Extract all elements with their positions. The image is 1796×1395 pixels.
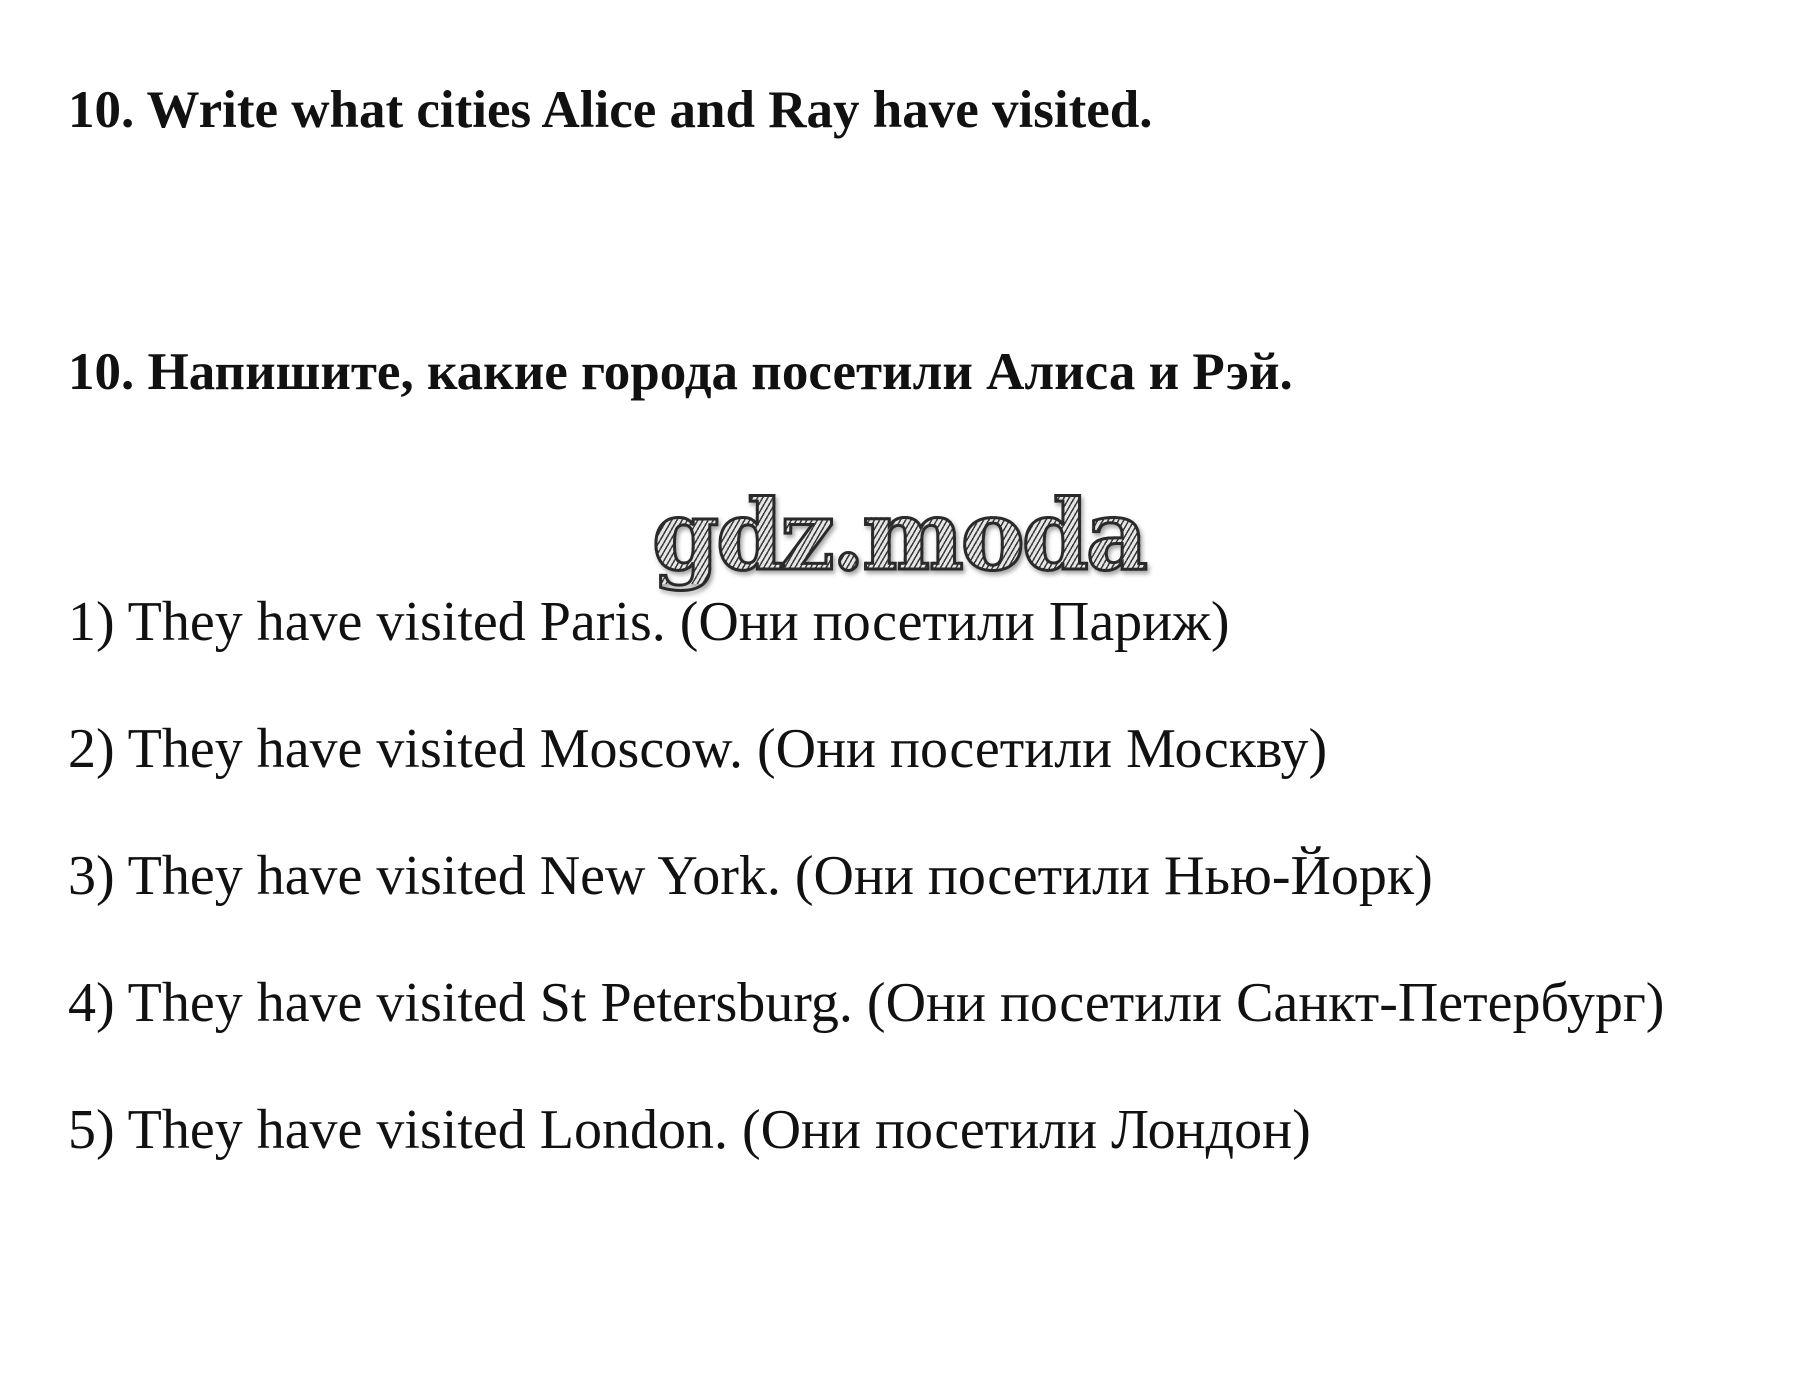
answer-item-4: 4) They have visited St Petersburg. (Они посетили Санкт-Петербург)	[68, 972, 1665, 1034]
answer-item-2: 2) They have visited Moscow. (Они посетили Москву)	[68, 718, 1328, 780]
answer-item-1: 1) They have visited Paris. (Они посетили Париж)	[68, 591, 1230, 653]
task-heading-russian: 10. Напишите, какие города посетили Алиса и Рэй.	[68, 343, 1293, 401]
watermark-logo: gdz.moda	[652, 479, 1146, 592]
answer-item-3: 3) They have visited New York. (Они посетили Нью-Йорк)	[68, 845, 1433, 907]
answer-item-5: 5) They have visited London. (Они посетили Лондон)	[68, 1099, 1311, 1161]
task-heading-english: 10. Write what cities Alice and Ray have visited.	[68, 81, 1153, 139]
